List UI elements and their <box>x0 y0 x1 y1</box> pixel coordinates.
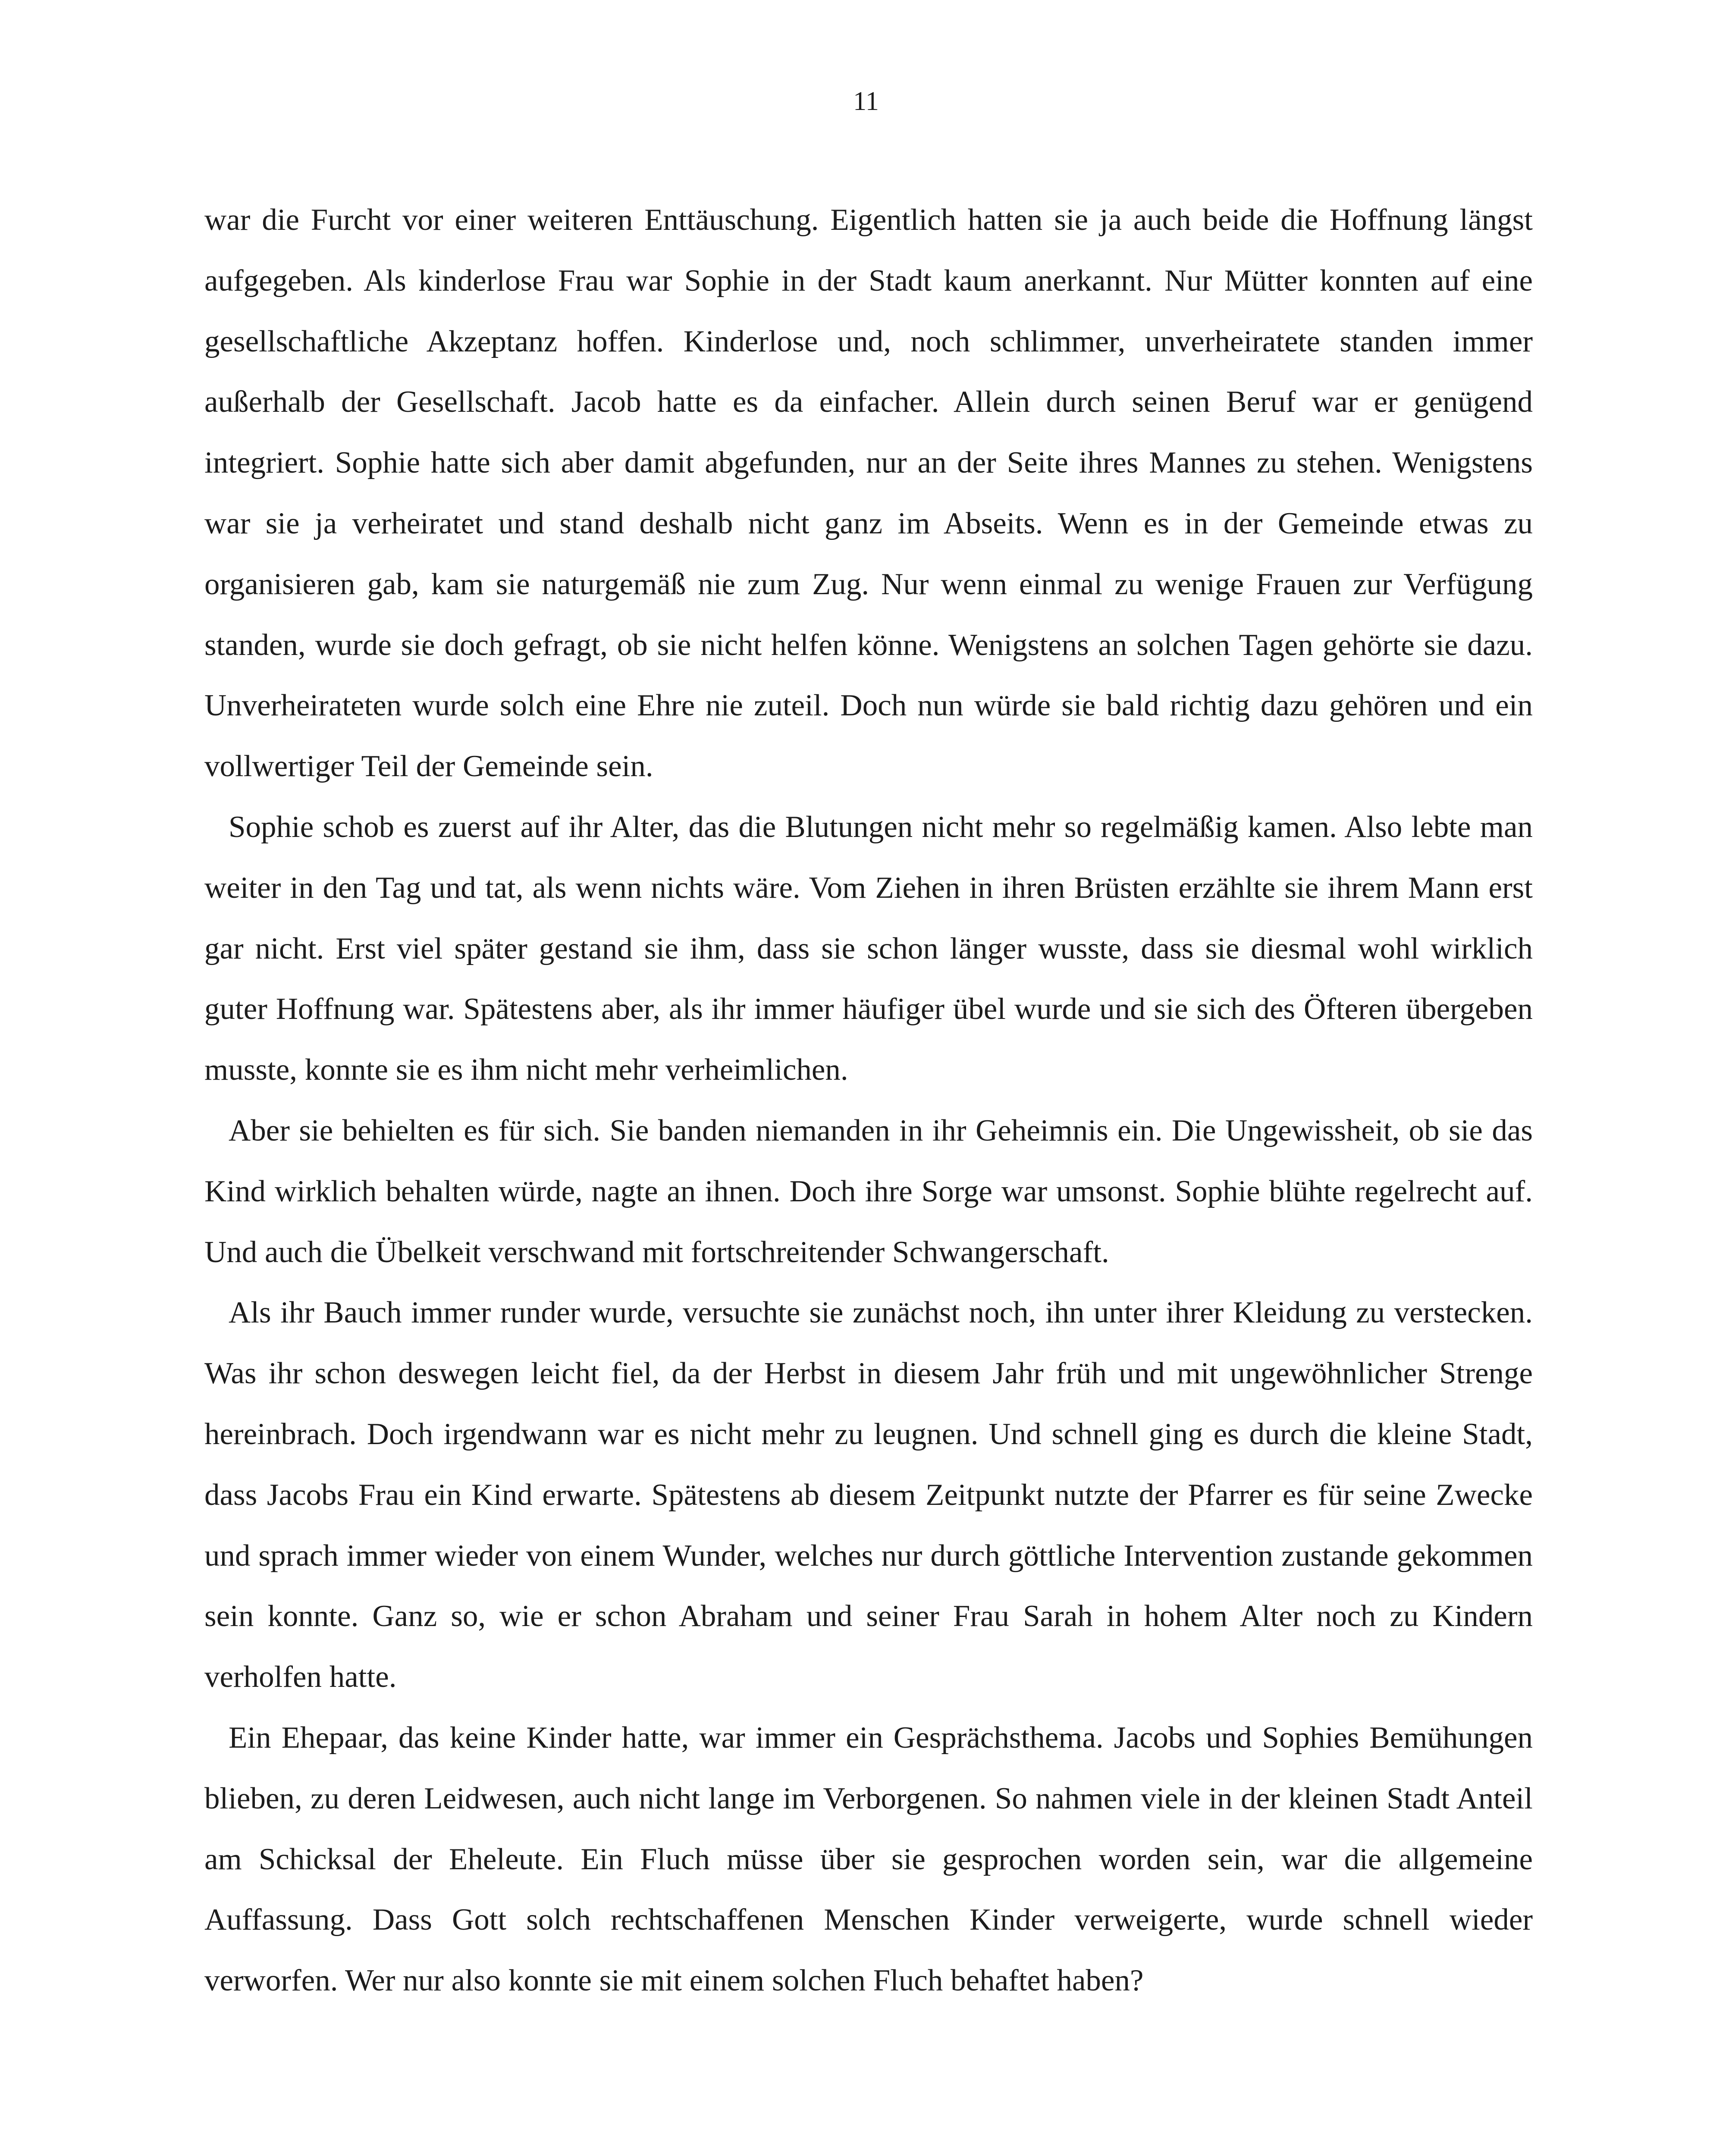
page-number: 11 <box>853 87 879 116</box>
paragraph-5: Ein Ehepaar, das keine Kinder hatte, war immer ein Gesprächsthema. Jacobs und Sophies Bemühungen blieben, zu deren Leidwesen, auch nicht lange im Verborgenen. So nahmen viele in der kleinen Stadt Anteil am Schicksal der Eheleute. Ein Fluch müsse über sie gesprochen worden sein, war die allgemeine Auffassung. Dass Gott solch rechtschaffenen Menschen Kinder verweigerte, wurde schnell wieder verworfen. Wer nur also konnte sie mit einem solchen Fluch behaftet haben? <box>204 1720 1533 1998</box>
paragraph-1: war die Furcht vor einer weiteren Enttäuschung. Eigentlich hatten sie ja auch beide die Hoffnung längst aufgegeben. Als kinderlose Frau war Sophie in der Stadt kaum anerkannt. Nur Mütter konnten auf eine gesellschaftliche Akzeptanz hoffen. Kinderlose und, noch schlimmer, unverheiratete standen immer außerhalb der Gesellschaft. Jacob hatte es da einfacher. Allein durch seinen Beruf war er genügend integriert. Sophie hatte sich aber damit abgefunden, nur an der Seite ihres Mannes zu stehen. Wenigstens war sie ja verheiratet und stand deshalb nicht ganz im Abseits. Wenn es in der Gemeinde etwas zu organisieren gab, kam sie naturgemäß nie zum Zug. Nur wenn einmal zu wenige Frauen zur Verfügung standen, wurde sie doch gefragt, ob sie nicht helfen könne. Wenigstens an solchen Tagen gehörte sie dazu. Unverheirateten wurde solch eine Ehre nie zuteil. Doch nun würde sie bald richtig dazu gehören und ein vollwertiger Teil der Gemeinde sein. <box>204 203 1533 783</box>
paragraph-2: Sophie schob es zuerst auf ihr Alter, das die Blutungen nicht mehr so regelmäßig kamen. Also lebte man weiter in den Tag und tat, als wenn nichts wäre. Vom Ziehen in ihren Brüsten erzählte sie ihrem Mann erst gar nicht. Erst viel später gestand sie ihm, dass sie schon länger wusste, dass sie diesmal wohl wirklich guter Hoffnung war. Spätestens aber, als ihr immer häufiger übel wurde und sie sich des Öfteren übergeben musste, konnte sie es ihm nicht mehr verheimlichen. <box>204 810 1533 1087</box>
paragraph-3: Aber sie behielten es für sich. Sie banden niemanden in ihr Geheimnis ein. Die Ungewissheit, ob sie das Kind wirklich behalten würde, nagte an ihnen. Doch ihre Sorge war umsonst. Sophie blühte regelrecht auf. Und auch die Übelkeit verschwand mit fortschreitender Schwangerschaft. <box>204 1113 1533 1269</box>
text-body <box>204 190 1533 2011</box>
paragraph-4: Als ihr Bauch immer runder wurde, versuchte sie zunächst noch, ihn unter ihrer Kleidung zu verstecken. Was ihr schon deswegen leicht fiel, da der Herbst in diesem Jahr früh und mit ungewöhnlicher Strenge hereinbrach. Doch irgendwann war es nicht mehr zu leugnen. Und schnell ging es durch die kleine Stadt, dass Jacobs Frau ein Kind erwarte. Spätestens ab diesem Zeitpunkt nutzte der Pfarrer es für seine Zwecke und sprach immer wieder von einem Wunder, welches nur durch göttliche Intervention zustande gekommen sein konnte. Ganz so, wie er schon Abraham und seiner Frau Sarah in hohem Alter noch zu Kindern verholfen hatte. <box>204 1296 1533 1694</box>
